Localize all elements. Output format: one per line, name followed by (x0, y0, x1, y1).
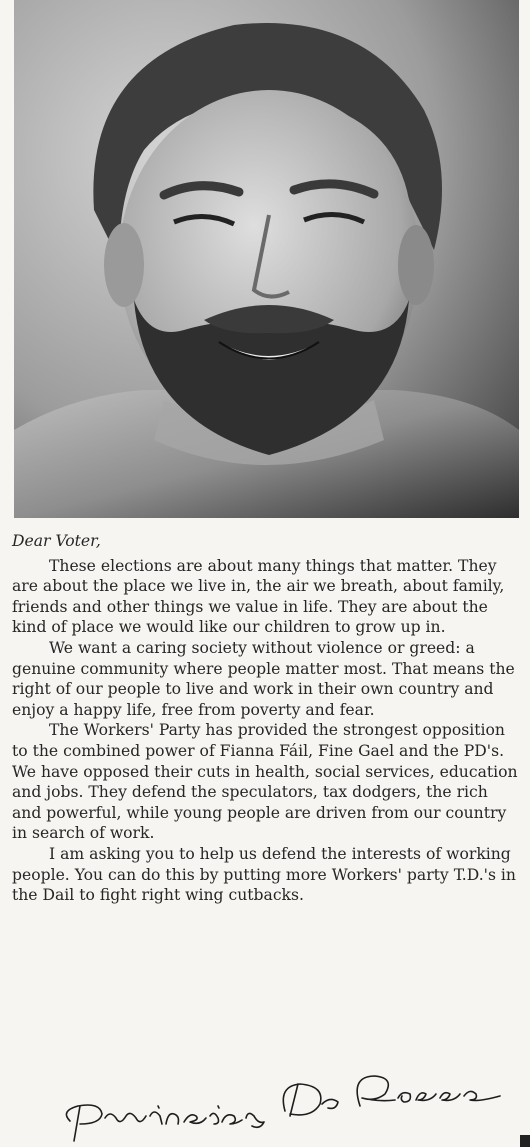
handwritten-signature (50, 1066, 510, 1146)
candidate-portrait (14, 0, 519, 518)
corner-mark (520, 1135, 530, 1147)
salutation: Dear Voter, (12, 532, 101, 550)
paragraph-3: The Workers' Party has provided the strongest opposition to the combined power of Fianna Fáil, Fine Gael and the PD's. We have opposed their cuts in health, social services, education and jobs. They defend the speculators, tax dodgers, the rich and powerful, while young people are driven from our country in search of work. (12, 721, 518, 843)
signature-image (50, 1066, 510, 1146)
letter-body (12, 531, 522, 906)
paragraph-2: We want a caring society without violence or greed: a genuine community where people matter most. That means the right of our people to live and work in their own country and enjoy a happy life, free from poverty and fear. (12, 638, 515, 719)
paragraph-4: I am asking you to help us defend the interests of working people. You can do this by putting more Workers' party T.D.'s in the Dail to fight right wing cutbacks. (12, 844, 516, 905)
paragraph-1: These elections are about many things that matter. They are about the place we live in, the air we breath, about family, friends and other things we value in life. They are about the kind of place we would like our children to grow up in. (12, 556, 505, 637)
portrait-illustration (14, 0, 519, 518)
